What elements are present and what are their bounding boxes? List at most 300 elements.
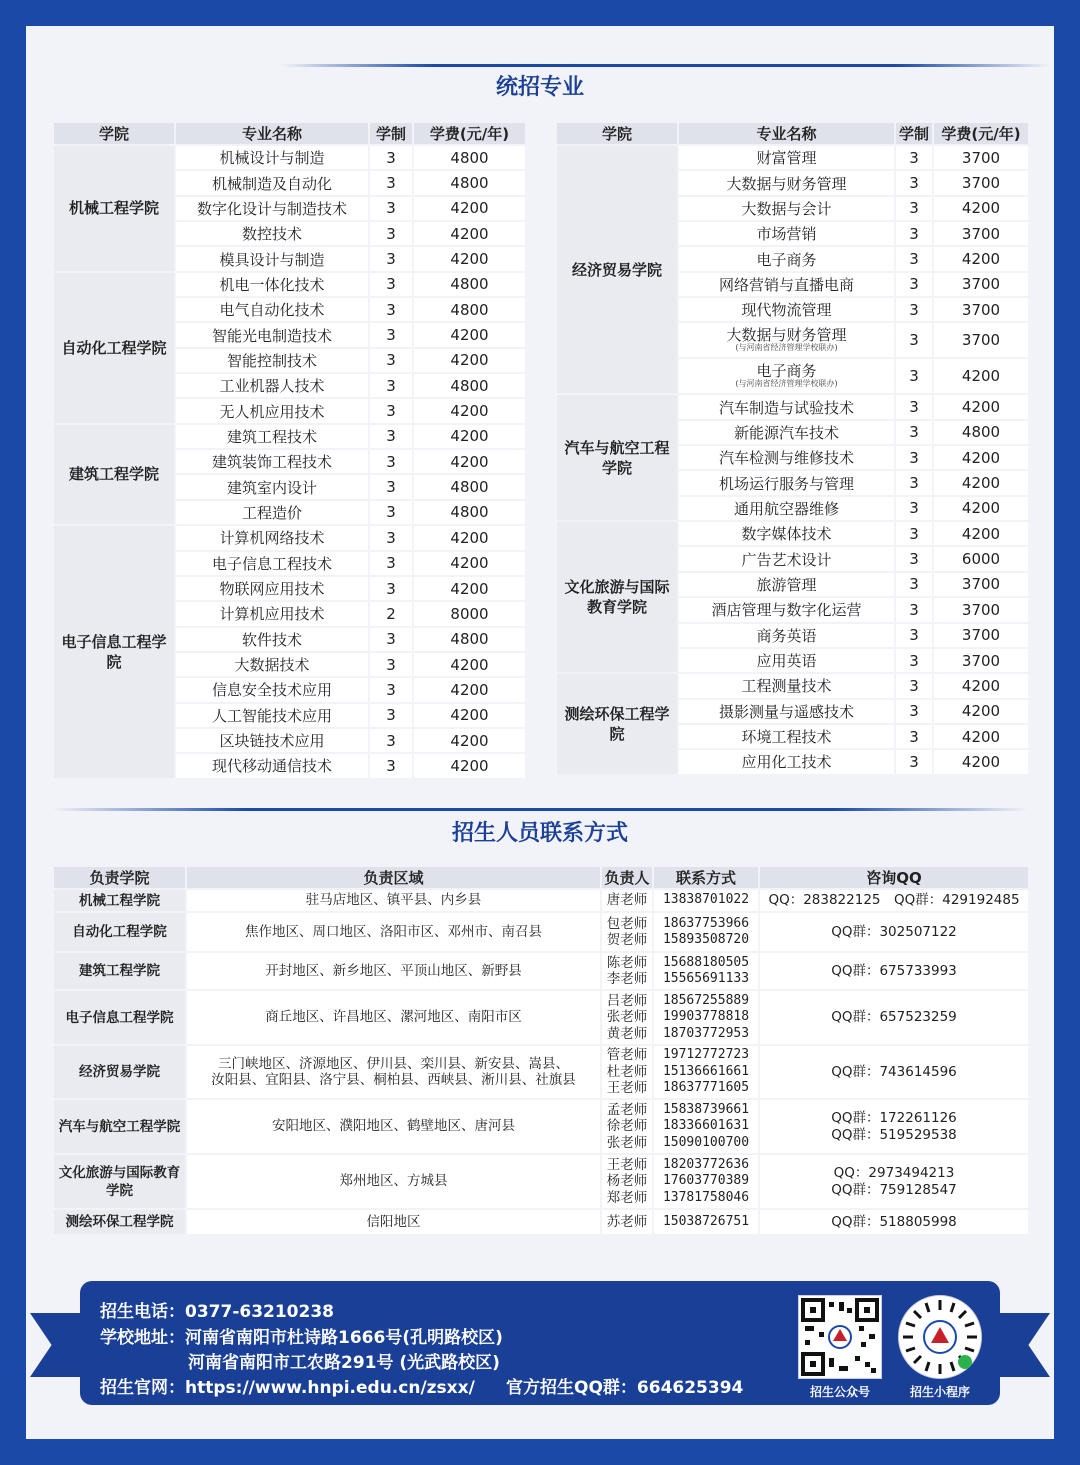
major-years: 3 [369,627,413,652]
header-qq: 咨询QQ [759,866,1029,889]
header-college: 负责学院 [53,866,186,889]
major-name: 软件技术 [175,627,369,652]
major-name-text: 大数据与财务管理 [726,326,847,345]
major-years: 3 [895,358,933,394]
major-years: 3 [895,623,933,648]
major-name: 旅游管理 [678,572,895,597]
major-years: 3 [895,724,933,749]
contact-qq-cell [759,1045,1029,1099]
major-name: 市场营销 [678,221,895,246]
major-tuition: 4200 [933,445,1029,470]
major-years: 3 [895,297,933,322]
major-years: 3 [895,572,933,597]
major-name: 智能控制技术 [175,348,369,373]
major-name: 信息安全技术应用 [175,677,369,702]
footer-qqgroup [506,1373,743,1398]
major-row [53,525,526,550]
contact-person: 杜老师 [606,1063,648,1080]
contact-phone-cell [653,1154,759,1209]
major-name: 无人机应用技术 [175,398,369,423]
contacts-title: 招生人员联系方式 [451,821,628,846]
major-name: 机电一体化技术 [175,272,369,297]
contact-row [53,1045,1029,1099]
contact-phone[interactable]: 15136661661 [662,1063,750,1079]
contact-phone[interactable]: 15838739661 [662,1101,750,1117]
major-tuition: 4200 [413,221,526,246]
major-years: 3 [369,728,413,753]
contact-qq-cell [759,912,1029,952]
contact-region: 三门峡地区、济源地区、伊川县、栾川县、新安县、嵩县、 [218,1055,569,1072]
major-name: 智能光电制造技术 [175,322,369,347]
major-name-text: 电子商务 [756,362,817,381]
contact-person: 张老师 [606,1134,648,1151]
major-years: 3 [369,551,413,576]
header-major: 专业名称 [678,122,895,145]
major-years: 3 [369,272,413,297]
contact-person-cell [601,889,653,912]
major-tuition: 4200 [413,348,526,373]
header-tuition: 学费(元/年) [413,122,526,145]
major-row [53,145,526,170]
header-college: 学院 [556,122,678,145]
major-tuition: 4200 [933,673,1029,698]
major-name: 财富管理 [678,145,895,170]
major-row [556,394,1029,419]
contact-college: 建筑工程学院 [53,952,186,990]
qr-code-mini-program[interactable] [898,1295,982,1379]
major-tuition: 3700 [933,221,1029,246]
major-tuition: 3700 [933,597,1029,622]
major-tuition: 4200 [413,196,526,221]
major-years: 3 [369,500,413,525]
contacts-table-header [53,866,1029,889]
contact-person-cell [601,912,653,952]
major-years: 3 [369,753,413,778]
contact-college: 电子信息工程学院 [53,990,186,1045]
header-college: 学院 [53,122,175,145]
contact-region: 开封地区、新乡地区、平顶山地区、新野县 [265,962,522,979]
major-name: 模具设计与制造 [175,246,369,271]
major-tuition: 4800 [413,272,526,297]
major-name: 环境工程技术 [678,724,895,749]
majors-title: 统招专业 [495,75,584,100]
majors-table-left [52,121,527,780]
major-years: 3 [369,525,413,550]
contact-row [53,889,1029,912]
header-region: 负责区域 [186,866,601,889]
major-name: 数字媒体技术 [678,521,895,546]
header-years: 学制 [369,122,413,145]
header-phone: 联系方式 [653,866,759,889]
contact-qq-cell [759,952,1029,990]
major-name: 区块链技术应用 [175,728,369,753]
contact-person: 王老师 [606,1080,648,1097]
major-years: 3 [895,673,933,698]
major-years: 3 [895,496,933,521]
major-years: 3 [369,449,413,474]
contact-qq: QQ群：657523259 [831,1009,957,1026]
contact-person: 杨老师 [606,1173,648,1190]
major-years: 3 [369,322,413,347]
contact-row [53,1154,1029,1209]
contact-phone-cell [653,912,759,952]
major-years: 3 [369,424,413,449]
qr-caption-official-account: 招生公众号 [809,1385,870,1399]
majors-table-right [555,121,1030,776]
contacts-table [52,865,1030,1236]
contact-phone-cell [653,1099,759,1154]
contact-qq: QQ群：302507122 [831,923,957,940]
major-years: 3 [895,221,933,246]
contact-region: 驻马店地区、镇平县、内乡县 [305,892,482,909]
contact-row [53,912,1029,952]
major-tuition: 4200 [933,496,1029,521]
major-tuition: 4200 [933,196,1029,221]
major-years: 3 [895,246,933,271]
major-name: 建筑装饰工程技术 [175,449,369,474]
major-name: 机场运行服务与管理 [678,470,895,495]
major-name: 通用航空器维修 [678,496,895,521]
footer-website [100,1373,475,1398]
contact-college: 汽车与航空工程学院 [53,1099,186,1154]
major-tuition: 4800 [933,420,1029,445]
major-name: 计算机网络技术 [175,525,369,550]
footer-phone-label: 招生电话： [100,1302,185,1322]
college-name: 机械工程学院 [53,145,175,272]
contact-college: 自动化工程学院 [53,912,186,952]
contact-phone[interactable]: 18336601631 [662,1118,750,1134]
major-years: 3 [369,677,413,702]
major-name: 机械设计与制造 [175,145,369,170]
major-name: 人工智能技术应用 [175,703,369,728]
major-name: 酒店管理与数字化运营 [678,597,895,622]
major-row [53,424,526,449]
major-years: 3 [895,546,933,571]
contact-region-cell [186,1209,601,1235]
header-major: 专业名称 [175,122,369,145]
contact-phone[interactable]: 18637753966 [662,915,750,931]
major-tuition: 4200 [413,551,526,576]
contact-person-cell [601,1209,653,1235]
major-tuition: 4200 [413,322,526,347]
major-years: 3 [369,170,413,195]
contact-phone[interactable]: 13838701022 [662,892,750,908]
contact-region: 郑州地区、方城县 [339,1173,448,1190]
contact-qq-cell [759,1099,1029,1154]
major-name: 建筑工程技术 [175,424,369,449]
contact-region: 汝阳县、宜阳县、洛宁县、桐柏县、西峡县、淅川县、社旗县 [211,1072,576,1088]
major-tuition: 4200 [933,749,1029,774]
contact-phone[interactable]: 15090100700 [662,1134,750,1150]
major-years: 3 [369,576,413,601]
footer-address-line2: 河南省南阳市工农路291号 (光武路校区) [188,1353,500,1373]
college-name: 经济贸易学院 [556,145,678,394]
major-years: 3 [369,297,413,322]
contact-region-cell [186,1154,601,1209]
major-name [678,322,895,358]
contact-phone-cell [653,1209,759,1235]
contact-person: 管老师 [606,1047,648,1064]
contact-row [53,1099,1029,1154]
contact-region: 安阳地区、濮阳地区、鹤壁地区、唐河县 [272,1118,515,1135]
major-years: 3 [369,145,413,170]
header-years: 学制 [895,122,933,145]
contact-qq: QQ：283822125 QQ群：429192485 [768,892,1020,909]
major-tuition: 4200 [933,521,1029,546]
major-note: (与河南省经济管理学校联办) [735,343,838,353]
major-name: 大数据技术 [175,652,369,677]
contact-phone[interactable]: 19712772723 [662,1047,750,1063]
major-name: 应用化工技术 [678,749,895,774]
major-name: 计算机应用技术 [175,601,369,626]
major-name: 电子信息工程技术 [175,551,369,576]
major-tuition: 4200 [413,677,526,702]
major-tuition: 3700 [933,272,1029,297]
contact-person-cell [601,1045,653,1099]
footer-address-label: 学校地址： [100,1328,185,1348]
college-name: 文化旅游与国际教育学院 [556,521,678,673]
college-name: 电子信息工程学院 [53,525,175,778]
major-name: 工程造价 [175,500,369,525]
header-tuition: 学费(元/年) [933,122,1029,145]
contact-person: 徐老师 [606,1118,648,1135]
footer-qqgroup-value: 664625394 [636,1378,744,1398]
header-person: 负责人 [601,866,653,889]
major-name: 商务英语 [678,623,895,648]
contact-college: 机械工程学院 [53,889,186,912]
contact-person-cell [601,990,653,1045]
major-years: 3 [369,373,413,398]
majors-table-left-header [53,122,526,145]
contacts-title-rule [52,808,1028,811]
contact-phone-cell [653,889,759,912]
major-tuition: 4200 [413,525,526,550]
contact-qq: QQ群：675733993 [831,962,957,979]
major-name: 机械制造及自动化 [175,170,369,195]
contact-phone[interactable]: 15038726751 [662,1213,750,1229]
major-years: 3 [895,749,933,774]
major-years: 3 [369,474,413,499]
major-tuition: 3700 [933,572,1029,597]
major-name: 工程测量技术 [678,673,895,698]
contact-region-cell [186,990,601,1045]
contact-row [53,952,1029,990]
contact-phone[interactable]: 15688180505 [662,954,750,970]
major-tuition: 4800 [413,627,526,652]
contact-phone[interactable]: 19903778818 [662,1009,750,1025]
contact-qq: QQ群：519529538 [831,1126,957,1143]
major-name: 电子商务 [678,246,895,271]
footer-address-line1: 河南省南阳市杜诗路1666号(孔明路校区) [185,1328,503,1348]
contact-qq-cell [759,990,1029,1045]
major-tuition: 4200 [413,753,526,778]
college-name: 自动化工程学院 [53,272,175,424]
college-name: 测绘环保工程学院 [556,673,678,774]
college-name: 汽车与航空工程学院 [556,394,678,521]
major-tuition: 3700 [933,297,1029,322]
major-years: 3 [895,322,933,358]
contact-person: 黄老师 [606,1025,648,1042]
major-tuition: 3700 [933,145,1029,170]
major-years: 3 [895,420,933,445]
major-tuition: 4200 [413,424,526,449]
major-row [53,272,526,297]
contact-region: 信阳地区 [366,1213,421,1230]
major-row [556,145,1029,170]
major-tuition: 4200 [413,703,526,728]
contact-person: 孟老师 [606,1101,648,1118]
major-tuition: 4200 [413,398,526,423]
major-row [556,521,1029,546]
major-name: 数控技术 [175,221,369,246]
contact-college: 文化旅游与国际教育学院 [53,1154,186,1209]
major-name: 广告艺术设计 [678,546,895,571]
contact-person: 陈老师 [606,954,648,971]
major-tuition: 4200 [933,394,1029,419]
contact-person: 李老师 [606,971,648,987]
footer-qqgroup-label: 官方招生QQ群： [506,1378,637,1398]
contact-college: 经济贸易学院 [53,1045,186,1099]
contact-phone[interactable]: 18203772636 [662,1156,750,1172]
contact-person: 苏老师 [606,1213,648,1230]
major-name: 汽车检测与维修技术 [678,445,895,470]
college-name: 建筑工程学院 [53,424,175,525]
contact-phone[interactable]: 18637771605 [662,1080,750,1096]
major-tuition: 4200 [413,449,526,474]
major-name: 网络营销与直播电商 [678,272,895,297]
contact-qq-cell [759,1154,1029,1209]
major-tuition: 3700 [933,170,1029,195]
major-tuition: 6000 [933,546,1029,571]
major-name: 物联网应用技术 [175,576,369,601]
major-years: 3 [895,272,933,297]
major-tuition: 4200 [413,246,526,271]
major-name [678,358,895,394]
contact-region-cell [186,1099,601,1154]
major-tuition: 4800 [413,373,526,398]
major-years: 3 [895,394,933,419]
major-tuition: 3700 [933,623,1029,648]
major-years: 3 [369,246,413,271]
contact-person: 郑老师 [606,1189,648,1206]
footer-phone [100,1297,334,1322]
contact-phone[interactable]: 15893508720 [662,932,750,947]
major-years: 3 [895,445,933,470]
contact-region: 焦作地区、周口地区、洛阳市区、邓州市、南召县 [245,923,542,940]
major-note: (与河南省经济管理学校联办) [735,379,838,389]
major-name: 大数据与财务管理 [678,170,895,195]
major-years: 3 [369,652,413,677]
major-tuition: 4200 [413,576,526,601]
major-years: 3 [895,170,933,195]
contact-phone[interactable]: 18703772953 [662,1025,750,1041]
contact-phone[interactable]: 13781758046 [662,1189,750,1205]
major-tuition: 3700 [933,648,1029,673]
contact-region-cell [186,952,601,990]
contact-region-cell [186,1045,601,1099]
major-tuition: 4800 [413,297,526,322]
contact-phone-cell [653,1045,759,1099]
major-years: 3 [369,398,413,423]
major-tuition: 3700 [933,322,1029,358]
major-tuition: 4200 [933,358,1029,394]
contact-person: 贺老师 [606,932,648,948]
major-years: 3 [369,703,413,728]
major-name: 现代物流管理 [678,297,895,322]
major-name: 工业机器人技术 [175,373,369,398]
majors-title-rule [280,64,1050,67]
major-name: 摄影测量与遥感技术 [678,699,895,724]
contact-region-cell [186,912,601,952]
qr-caption-mini-program: 招生小程序 [909,1385,970,1399]
footer-website-link[interactable]: https://www.hnpi.edu.cn/zsxx/ [185,1378,475,1398]
footer-address [100,1323,503,1348]
contact-person: 包老师 [606,915,648,932]
footer-panel [80,1281,1000,1405]
contact-region: 商丘地区、许昌地区、漯河地区、南阳市区 [265,1009,522,1026]
contact-phone[interactable]: 17603770389 [662,1173,750,1189]
qr-code-icon [799,1296,881,1378]
major-tuition: 4800 [413,474,526,499]
major-years: 3 [369,348,413,373]
contact-qq-cell [759,1209,1029,1235]
major-years: 3 [895,699,933,724]
major-years: 3 [369,221,413,246]
qr-code-official-account[interactable] [798,1295,882,1379]
major-name: 大数据与会计 [678,196,895,221]
major-tuition: 4200 [933,246,1029,271]
contact-college: 测绘环保工程学院 [53,1209,186,1235]
major-name: 建筑室内设计 [175,474,369,499]
contact-phone[interactable]: 18567255889 [662,992,750,1008]
contact-phone-cell [653,990,759,1045]
contact-qq: QQ群：172261126 [831,1110,957,1126]
major-years: 3 [895,470,933,495]
major-name: 现代移动通信技术 [175,753,369,778]
major-tuition: 4800 [413,145,526,170]
contact-qq: QQ：2973494213 [833,1165,955,1181]
contact-qq: QQ群：743614596 [831,1063,957,1080]
major-row [556,673,1029,698]
major-years: 3 [895,597,933,622]
contact-person: 张老师 [606,1009,648,1026]
footer-website-label: 招生官网： [100,1378,185,1398]
majors-table-right-header [556,122,1029,145]
major-years: 2 [369,601,413,626]
contact-row [53,1209,1029,1235]
mini-program-code-icon [899,1296,981,1378]
contact-region-cell [186,889,601,912]
major-years: 3 [369,196,413,221]
major-name: 应用英语 [678,648,895,673]
contact-qq-cell [759,889,1029,912]
major-tuition: 4200 [413,652,526,677]
major-name: 汽车制造与试验技术 [678,394,895,419]
contact-person-cell [601,1099,653,1154]
footer-phone-value[interactable]: 0377-63210238 [185,1302,334,1322]
contact-person-cell [601,952,653,990]
major-years: 3 [895,648,933,673]
major-years: 3 [895,196,933,221]
contact-row [53,990,1029,1045]
major-tuition: 4200 [933,724,1029,749]
major-tuition: 8000 [413,601,526,626]
contact-qq: QQ群：518805998 [831,1213,957,1230]
contact-phone[interactable]: 15565691133 [662,971,750,986]
contact-person: 吕老师 [606,992,648,1009]
major-tuition: 4200 [933,470,1029,495]
contact-person: 唐老师 [606,892,648,909]
